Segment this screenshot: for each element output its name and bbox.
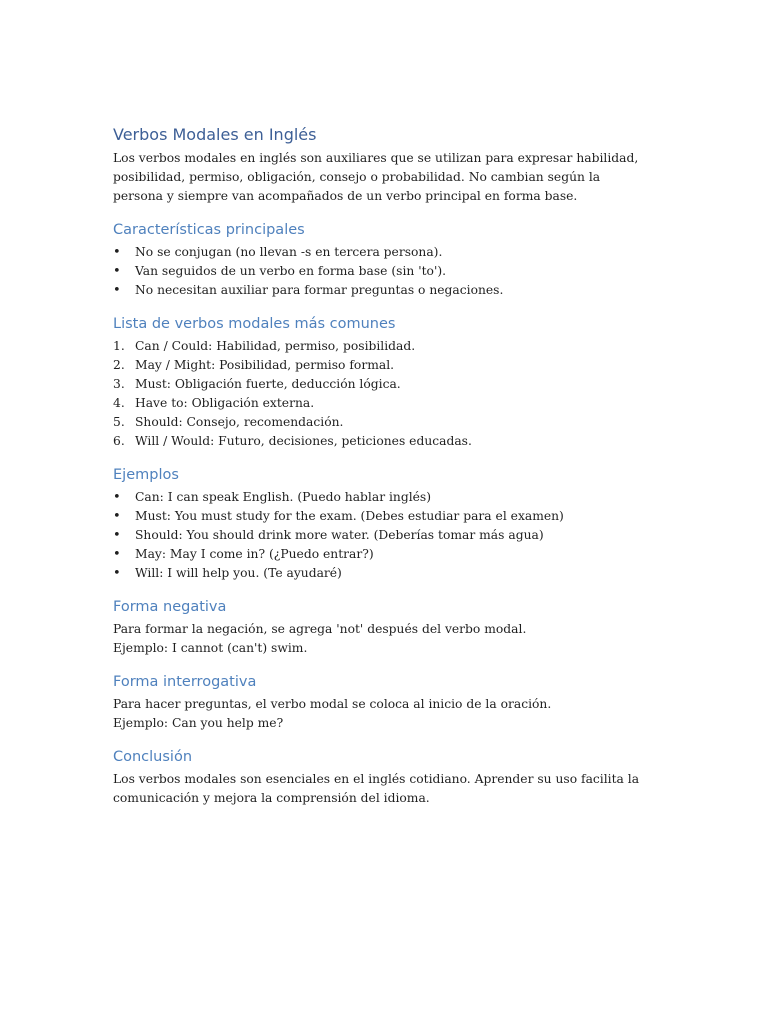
list-number: 2.	[113, 358, 125, 372]
bullet-icon: •	[113, 566, 121, 581]
list-item	[113, 413, 653, 432]
intro-paragraph: Los verbos modales en inglés son auxiliares que se utilizan para expresar habilidad, posibilidad, permiso, obligación, consejo o probabilidad. No cambian según la persona y siempre van acompañados de un verbo principal en forma base.	[113, 151, 639, 203]
conclusion-heading: Conclusión	[113, 749, 193, 765]
examples-heading: Ejemplos	[113, 467, 179, 483]
list-item-text: Must: Obligación fuerte, deducción lógica.	[135, 377, 401, 391]
list-item-text: Will / Would: Futuro, decisiones, peticiones educadas.	[135, 434, 472, 448]
list-number: 5.	[113, 415, 125, 429]
characteristics-list	[113, 243, 653, 300]
list-item	[113, 243, 653, 262]
list-item	[113, 356, 653, 375]
bullet-icon: •	[113, 283, 121, 298]
list-item	[113, 545, 653, 564]
bullet-icon: •	[113, 509, 121, 524]
bullet-icon: •	[113, 490, 121, 505]
list-item	[113, 564, 653, 583]
interrogative-form-heading: Forma interrogativa	[113, 674, 257, 690]
interrogative-form-example: Ejemplo: Can you help me?	[113, 716, 284, 730]
bullet-icon: •	[113, 245, 121, 260]
list-item-text: Can / Could: Habilidad, permiso, posibilidad.	[135, 339, 416, 353]
list-item	[113, 507, 653, 526]
list-item	[113, 488, 653, 507]
list-item-text: No se conjugan (no llevan -s en tercera persona).	[135, 245, 443, 259]
list-item	[113, 394, 653, 413]
bullet-icon: •	[113, 528, 121, 543]
list-item-text: Should: You should drink more water. (Deberías tomar más agua)	[135, 528, 544, 542]
list-item-text: Will: I will help you. (Te ayudaré)	[135, 566, 342, 580]
list-item	[113, 281, 653, 300]
negative-form-heading: Forma negativa	[113, 599, 227, 615]
list-item-text: Must: You must study for the exam. (Debes estudiar para el examen)	[135, 509, 564, 523]
bullet-icon: •	[113, 264, 121, 279]
list-number: 6.	[113, 434, 125, 448]
bullet-icon: •	[113, 547, 121, 562]
list-item	[113, 262, 653, 281]
negative-form-text: Para formar la negación, se agrega 'not' después del verbo modal.	[113, 622, 527, 636]
modal-list-heading: Lista de verbos modales más comunes	[113, 316, 396, 332]
list-item	[113, 432, 653, 451]
modal-verbs-list	[113, 337, 653, 451]
list-item-text: May / Might: Posibilidad, permiso formal.	[135, 358, 395, 372]
conclusion-paragraph: Los verbos modales son esenciales en el inglés cotidiano. Aprender su uso facilita la comunicación y mejora la comprensión del idioma.	[113, 772, 640, 805]
list-item-text: Van seguidos de un verbo en forma base (sin 'to').	[135, 264, 447, 278]
list-number: 1.	[113, 339, 125, 353]
characteristics-heading: Características principales	[113, 222, 305, 238]
list-item-text: May: May I come in? (¿Puedo entrar?)	[135, 547, 374, 561]
list-number: 4.	[113, 396, 125, 410]
list-item-text: No necesitan auxiliar para formar preguntas o negaciones.	[135, 283, 504, 297]
negative-form-example: Ejemplo: I cannot (can't) swim.	[113, 641, 308, 655]
list-item	[113, 526, 653, 545]
interrogative-form-text: Para hacer preguntas, el verbo modal se coloca al inicio de la oración.	[113, 697, 552, 711]
document-title: Verbos Modales en Inglés	[113, 125, 317, 144]
list-item	[113, 337, 653, 356]
document-page	[113, 124, 653, 808]
list-item	[113, 375, 653, 394]
list-item-text: Should: Consejo, recomendación.	[135, 415, 344, 429]
list-number: 3.	[113, 377, 125, 391]
list-item-text: Have to: Obligación externa.	[135, 396, 315, 410]
list-item-text: Can: I can speak English. (Puedo hablar inglés)	[135, 490, 432, 504]
examples-list	[113, 488, 653, 583]
